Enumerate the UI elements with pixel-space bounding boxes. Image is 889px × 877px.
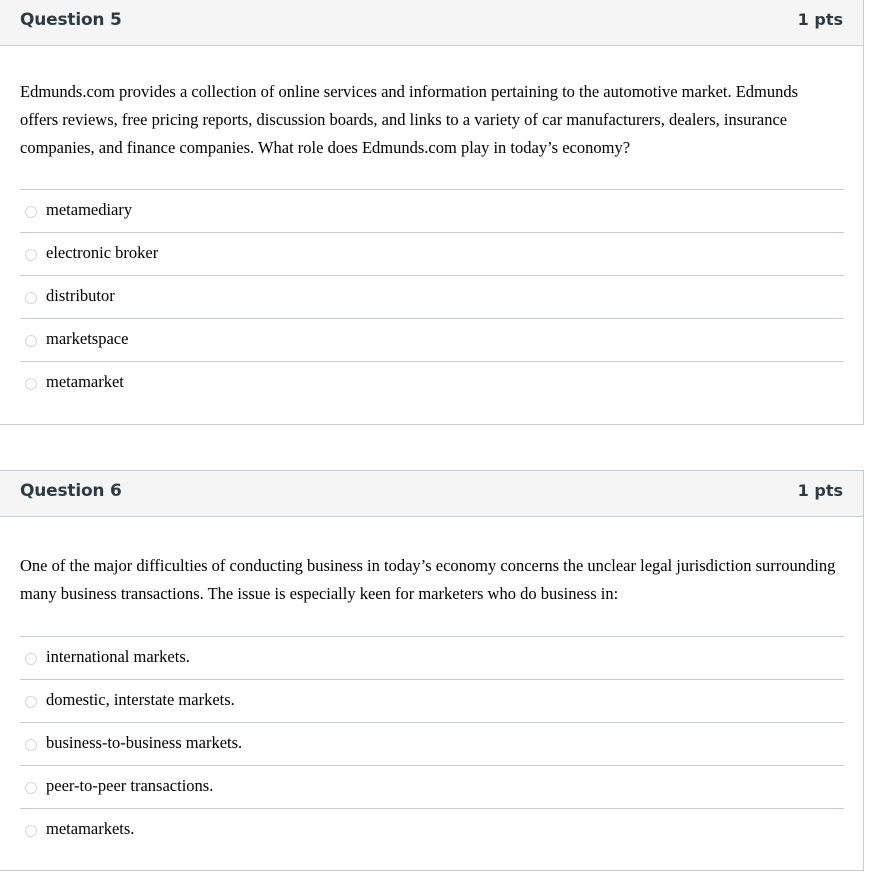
answer-list <box>20 636 844 851</box>
answer-label[interactable]: international markets. <box>46 647 190 666</box>
question-title: Question 5 <box>20 10 122 30</box>
answer-label[interactable]: metamarket <box>46 372 124 391</box>
answer-option[interactable] <box>20 765 844 808</box>
answer-label[interactable]: domestic, interstate markets. <box>46 690 235 709</box>
question-header <box>0 0 863 46</box>
answer-label[interactable]: distributor <box>46 286 115 305</box>
question-points: 1 pts <box>797 481 843 500</box>
answer-label[interactable]: peer-to-peer transactions. <box>46 776 214 795</box>
radio-button[interactable] <box>25 653 37 665</box>
question-title: Question 6 <box>20 481 122 501</box>
radio-button[interactable] <box>25 825 37 837</box>
answer-option[interactable] <box>20 636 844 679</box>
radio-button[interactable] <box>25 696 37 708</box>
answer-option[interactable] <box>20 189 844 232</box>
question-header <box>0 471 863 517</box>
answer-label[interactable]: electronic broker <box>46 243 159 262</box>
question-5-card <box>0 0 864 425</box>
answer-list <box>20 189 844 404</box>
radio-button[interactable] <box>25 739 37 751</box>
answer-option[interactable] <box>20 361 844 404</box>
answer-option[interactable] <box>20 679 844 722</box>
answer-option[interactable] <box>20 318 844 361</box>
answer-label[interactable]: business-to-business markets. <box>46 733 243 752</box>
answer-option[interactable] <box>20 808 844 851</box>
answer-option[interactable] <box>20 275 844 318</box>
answer-option[interactable] <box>20 232 844 275</box>
question-6-card <box>0 470 864 871</box>
radio-button[interactable] <box>25 378 37 390</box>
answer-label[interactable]: metamarkets. <box>46 819 135 838</box>
question-text: Edmunds.com provides a collection of online services and information pertaining to the automotive market. Edmunds offers reviews, free pricing reports, discussion boards, and links to a variety of car manufacturers, dealers, insurance companies, and finance companies. What role does Edmunds.com play in today’s economy? <box>20 82 799 157</box>
question-text: One of the major difficulties of conducting business in today’s economy concerns the unclear legal jurisdiction surrounding many business transactions. The issue is especially keen for marketers who do business in: <box>20 556 836 603</box>
radio-button[interactable] <box>25 782 37 794</box>
question-points: 1 pts <box>797 10 843 29</box>
radio-button[interactable] <box>25 206 37 218</box>
answer-label[interactable]: metamediary <box>46 200 133 219</box>
radio-button[interactable] <box>25 335 37 347</box>
answer-label[interactable]: marketspace <box>46 329 129 348</box>
answer-option[interactable] <box>20 722 844 765</box>
radio-button[interactable] <box>25 249 37 261</box>
radio-button[interactable] <box>25 292 37 304</box>
